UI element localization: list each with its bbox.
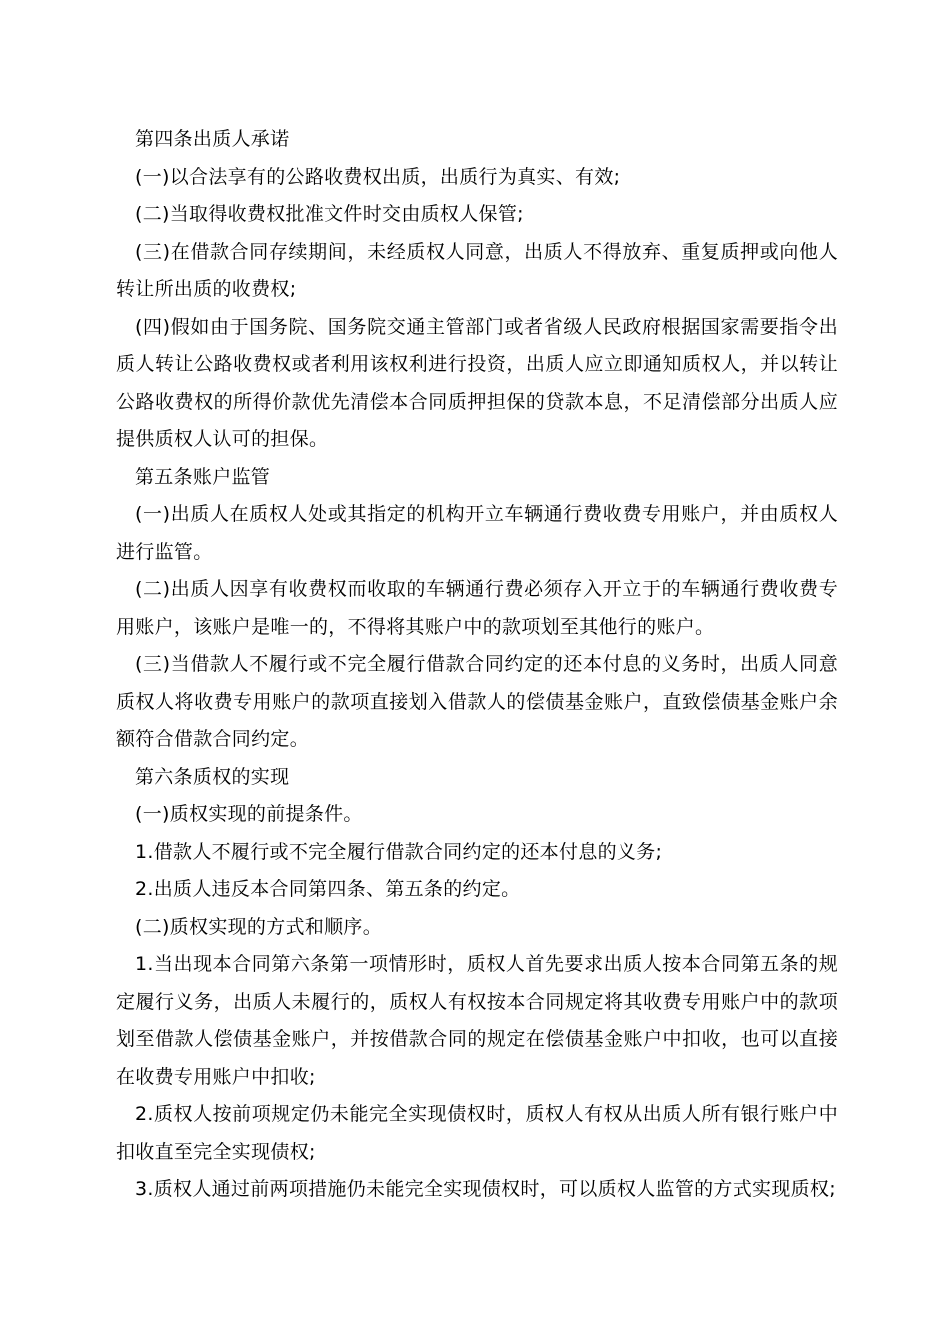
article-6-section-1-item-1: 1.借款人不履行或不完全履行借款合同约定的还本付息的义务;	[135, 840, 663, 863]
document-body	[116, 121, 838, 1209]
article-6-section-1: (一)质权实现的前提条件。	[135, 803, 363, 825]
article-4-item-1: (一)以合法享有的公路收费权出质，出质行为真实、有效;	[135, 165, 621, 188]
article-4-heading: 第四条出质人承诺	[135, 128, 290, 150]
article-6-section-2: (二)质权实现的方式和顺序。	[135, 915, 383, 938]
article-6-section-2-item-2: 2.质权人按前项规定仍未能完全实现债权时，质权人有权从出质人所有银行账户中扣收直至完全实现债权;	[116, 1103, 838, 1163]
article-6-heading: 第六条质权的实现	[135, 765, 290, 788]
article-6-section-2-item-1: 1.当出现本合同第六条第一项情形时，质权人首先要求出质人按本合同第五条的规定履行义务，出质人未履行的，质权人有权按本合同规定将其收费专用账户中的款项划至借款人偿债基金账户，并按借款合同的规定在偿债基金账户中扣收，也可以直接在收费专用账户中扣收;	[116, 953, 838, 1088]
article-4-item-2: (二)当取得收费权批准文件时交由质权人保管;	[135, 203, 524, 225]
article-5-item-1: (一)出质人在质权人处或其指定的机构开立车辆通行费收费专用账户，并由质权人进行监管。	[116, 503, 838, 563]
article-5-heading: 第五条账户监管	[135, 465, 271, 488]
article-5-item-2: (二)出质人因享有收费权而收取的车辆通行费必须存入开立于的车辆通行费收费专用账户，该账户是唯一的，不得将其账户中的款项划至其他行的账户。	[116, 578, 838, 638]
article-6-section-2-item-3: 3.质权人通过前两项措施仍未能完全实现债权时，可以质权人监管的方式实现质权;	[135, 1178, 836, 1200]
article-4-item-4: (四)假如由于国务院、国务院交通主管部门或者省级人民政府根据国家需要指令出质人转让公路收费权或者利用该权利进行投资，出质人应立即通知质权人，并以转让公路收费权的所得价款优先清偿本合同质押担保的贷款本息，不足清偿部分出质人应提供质权人认可的担保。	[116, 315, 838, 450]
article-6-section-1-item-2: 2.出质人违反本合同第四条、第五条的约定。	[135, 878, 521, 900]
article-5-item-3: (三)当借款人不履行或不完全履行借款合同约定的还本付息的义务时，出质人同意质权人将收费专用账户的款项直接划入借款人的偿债基金账户，直致偿债基金账户余额符合借款合同约定。	[116, 653, 838, 750]
article-4-item-3: (三)在借款合同存续期间，未经质权人同意，出质人不得放弃、重复质押或向他人转让所出质的收费权;	[116, 240, 838, 300]
